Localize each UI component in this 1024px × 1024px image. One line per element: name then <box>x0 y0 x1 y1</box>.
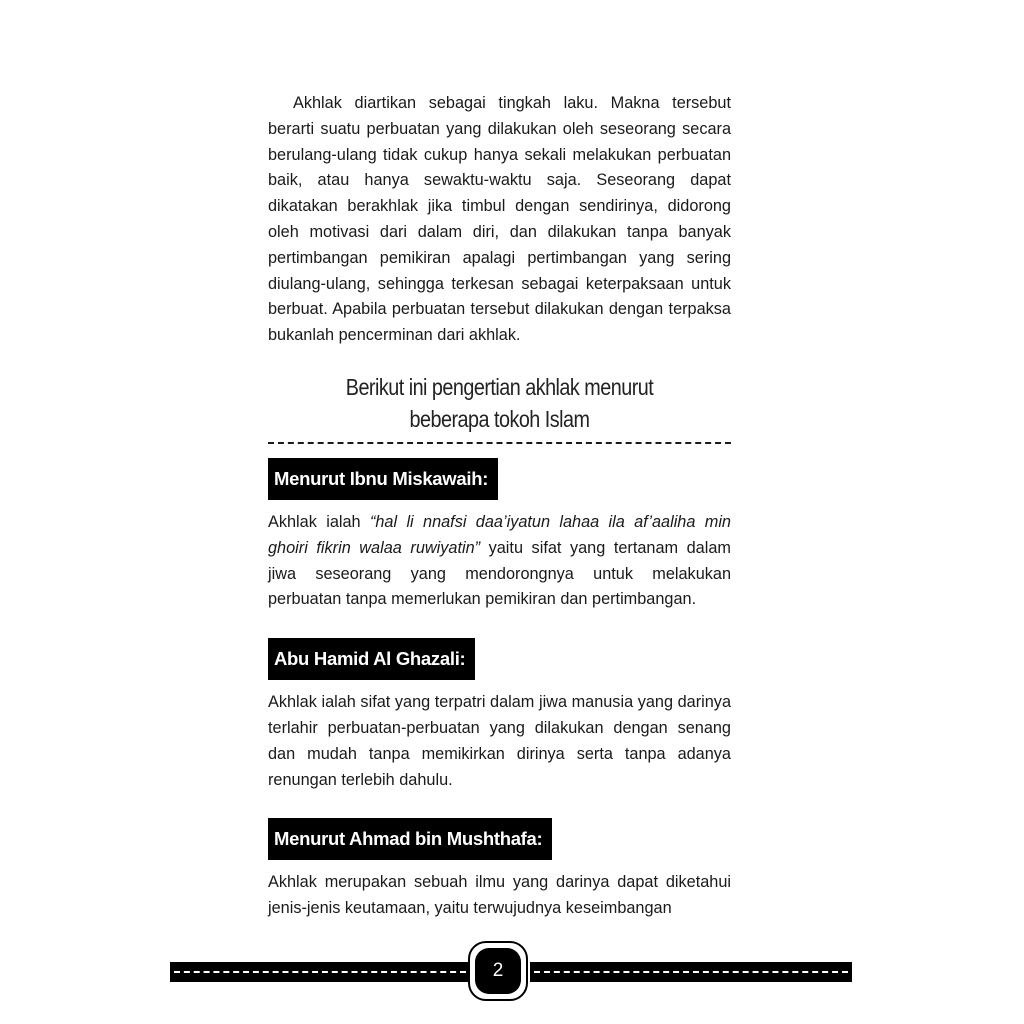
footer-bar-right <box>530 962 852 982</box>
definition-al-ghazali: Akhlak ialah sifat yang terpatri dalam jiwa manusia yang darinya terlahir perbuatan-perbuatan yang dilakukan dengan senang dan mudah tanpa memikirkan dirinya serta tanpa adanya renungan terlebih dahulu. <box>268 693 731 789</box>
heading-al-ghazali: Abu Hamid Al Ghazali: <box>268 638 475 680</box>
dashed-divider <box>268 442 731 444</box>
definition-ahmad-bin-mushthafa: Akhlak merupakan sebuah ilmu yang darinya dapat diketahui jenis-jenis keutamaan, yaitu terwujudnya keseimbangan <box>268 873 731 918</box>
intro-paragraph: Akhlak diartikan sebagai tingkah laku. Makna tersebut berarti suatu perbuatan yang dilakukan oleh seseorang secara berulang-ulang tidak cukup hanya sekali melakukan perbuatan baik, atau hanya sewaktu-waktu saja. Seseorang dapat dikatakan berakhlak jika timbul dengan sendirinya, didorong oleh motivasi dari dalam diri, dan dilakukan tanpa banyak pertimbangan pemikiran apalagi pertimbangan yang sering diulang-ulang, sehingga terkesan sebagai keterpaksaan untuk berbuat. Apabila perbuatan tersebut dilakukan dengan terpaksa bukanlah pencerminan dari akhlak. <box>268 94 731 345</box>
page-number-badge <box>468 941 528 1001</box>
definition-ibnu-miskawaih <box>268 510 731 613</box>
definition-prefix: Akhlak ialah <box>268 512 370 531</box>
section-title-line-2: beberapa tokoh Islam <box>409 405 590 432</box>
heading-ibnu-miskawaih: Menurut Ibnu Miskawaih: <box>268 458 498 500</box>
page-body <box>268 91 731 922</box>
heading-ahmad-bin-mushthafa: Menurut Ahmad bin Mushthafa: <box>268 818 552 860</box>
definition-suffix: yaitu sifat yang tertanam dalam jiwa seseorang yang mendorongnya untuk melakukan perbuatan tanpa memerlukan pemikiran dan pertimbangan. <box>268 538 731 609</box>
page-number: 2 <box>475 948 521 994</box>
section-title <box>300 371 698 435</box>
footer-bar-left <box>170 962 470 982</box>
section-title-line-1: Berikut ini pengertian akhlak menurut <box>345 373 654 400</box>
definition-arabic-quote: “hal li nnafsi daa’iyatun lahaa ila af’aaliha min ghoiri fikrin walaa ruwiyatin” <box>268 512 731 557</box>
